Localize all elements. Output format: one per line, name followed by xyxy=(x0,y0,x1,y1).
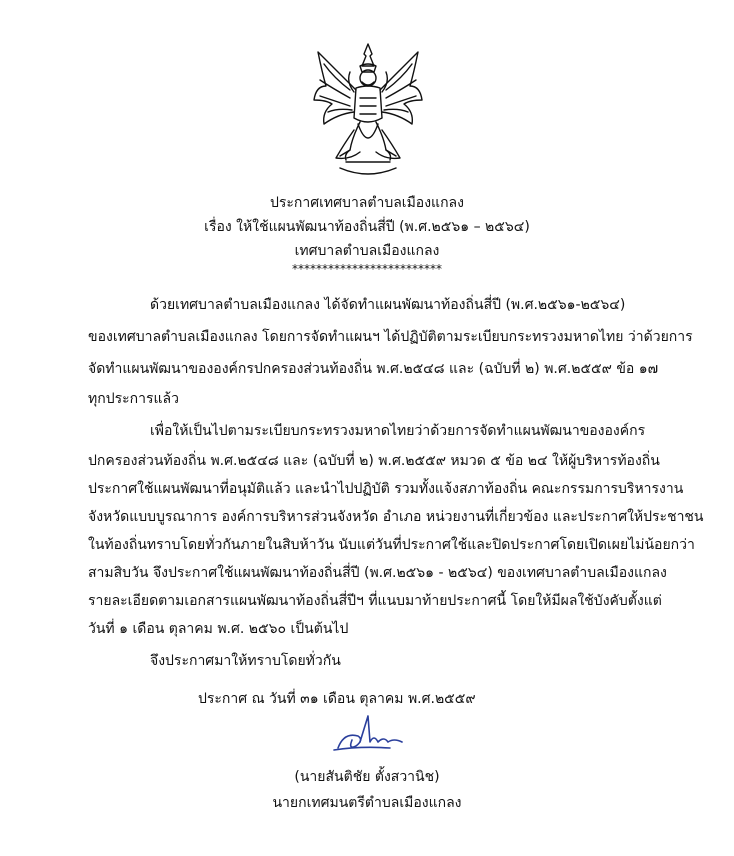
paragraph-1-line: ด้วยเทศบาลตำบลเมืองแกลง ได้จัดทำแผนพัฒนาท้องถิ่นสี่ปี (พ.ศ.๒๕๖๑-๒๕๖๔) xyxy=(150,297,626,313)
signatory-position: นายกเทศมนตรีตำบลเมืองแกลง xyxy=(272,795,462,811)
paragraph-2-line: วันที่ ๑ เดือน ตุลาคม พ.ศ. ๒๕๖๐ เป็นต้นไป xyxy=(88,621,349,637)
header-separator: ************************* xyxy=(292,262,442,276)
paragraph-2-line: จังหวัดแบบบูรณาการ องค์การบริหารส่วนจังหวัด อำเภอ หน่วยงานที่เกี่ยวข้อง และประกาศให้ประชาชน xyxy=(88,509,704,525)
paragraph-2-line: สามสิบวัน จึงประกาศใช้แผนพัฒนาท้องถิ่นสี่ปี (พ.ศ.๒๕๖๑ - ๒๕๖๔) ของเทศบาลตำบลเมืองแกลง xyxy=(88,565,667,581)
paragraph-2-line: ในท้องถิ่นทราบโดยทั่วกันภายในสิบห้าวัน นับแต่วันที่ประกาศใช้และปิดประกาศโดยเปิดเผยไม่น้อยกว่า xyxy=(88,537,695,553)
announcement-date: ประกาศ ณ วันที่ ๓๑ เดือน ตุลาคม พ.ศ.๒๕๕๙ xyxy=(198,691,476,707)
garuda-emblem-icon xyxy=(310,42,426,180)
paragraph-2-line: เพื่อให้เป็นไปตามระเบียบกระทรวงมหาดไทยว่าด้วยการจัดทำแผนพัฒนาขององค์กร xyxy=(150,423,646,439)
paragraph-2-line: รายละเอียดตามเอกสารแผนพัฒนาท้องถิ่นสี่ปีฯ ที่แนบมาท้ายประกาศนี้ โดยให้มีผลใช้บังคับตั้งแต่ xyxy=(88,593,662,609)
paragraph-1-line: จัดทำแผนพัฒนาขององค์กรปกครองส่วนท้องถิ่น พ.ศ.๒๕๔๘ และ (ฉบับที่ ๒) พ.ศ.๒๕๕๙ ข้อ ๑๗ xyxy=(88,361,659,377)
paragraph-2-line: ประกาศใช้แผนพัฒนาที่อนุมัติแล้ว และนำไปปฏิบัติ รวมทั้งแจ้งสภาท้องถิ่น คณะกรรมการบริหารงาน xyxy=(88,481,684,497)
closing-statement: จึงประกาศมาให้ทราบโดยทั่วกัน xyxy=(150,653,341,669)
paragraph-2-line: ปกครองส่วนท้องถิ่น พ.ศ.๒๕๔๘ และ (ฉบับที่ ๒) พ.ศ.๒๕๕๙ หมวด ๕ ข้อ ๒๔ ให้ผู้บริหารท้องถิ่น xyxy=(88,453,660,469)
announcement-title: ประกาศเทศบาลตำบลเมืองแกลง xyxy=(270,195,464,211)
paragraph-1-line: ทุกประการแล้ว xyxy=(88,391,179,407)
signature-image xyxy=(330,712,410,758)
paragraph-1-line: ของเทศบาลตำบลเมืองแกลง โดยการจัดทำแผนฯ ได้ปฏิบัติตามระเบียบกระทรวงมหาดไทย ว่าด้วยการ xyxy=(88,329,693,345)
announcement-issuer: เทศบาลตำบลเมืองแกลง xyxy=(294,243,440,259)
announcement-subject: เรื่อง ให้ใช้แผนพัฒนาท้องถิ่นสี่ปี (พ.ศ.๒๕๖๑ – ๒๕๖๔) xyxy=(204,219,530,235)
signatory-name: (นายสันติชัย ตั้งสวานิช) xyxy=(294,769,440,785)
